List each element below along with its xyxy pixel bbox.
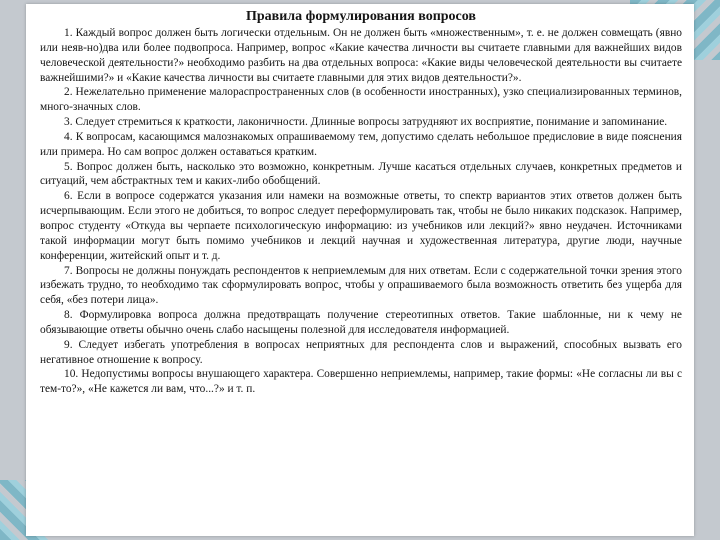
rule-paragraph-1: 1. Каждый вопрос должен быть логически отдельным. Он не должен быть «множественным», т. е. не должен совмещать (явно или неяв-но)два или более подвопроса. Например, вопрос «Какие качества личности вы считаете главными для важнейших видов человеческой деятельности?» необходимо разбить на два отдельных вопроса: «Какие виды человеческой деятельности вы считаете важнейшими?» и «Какие качества личности вы считаете главными для этих видов деятельности?». [40, 27, 682, 84]
rule-paragraph-6: 6. Если в вопросе содержатся указания или намеки на возможные ответы, то спектр вариантов этих ответов должен быть исчерпывающим. Если этого не добиться, то вопрос следует переформулировать так, чтобы не было никаких подсказок. Например, вопрос студенту «Откуда вы черпаете психологическую информацию: из учебников или лекций?» явно неудачен. Источниками такой информации могут быть помимо учебников и лекций научная и художественная литература, другие люди, научные конференции, житейский опыт и т. д. [40, 190, 682, 262]
rule-paragraph-5: 5. Вопрос должен быть, насколько это возможно, конкретным. Лучше касаться отдельных случаев, конкретных предметов и ситуаций, чем абстрактных тем и каких-либо обобщений. [40, 160, 682, 188]
rule-paragraph-9: 9. Следует избегать употребления в вопросах неприятных для респондента слов и выражений, способных вызвать его негативное отношение к вопросу. [40, 338, 682, 366]
rule-paragraph-8: 8. Формулировка вопроса должна предотвращать получение стереотипных ответов. Такие шаблонные, ни к чему не обязывающие ответы обычно очень слабо насыщены полезной для исследователя информацией. [40, 309, 682, 336]
rule-paragraph-3: 3. Следует стремиться к краткости, лаконичности. Длинные вопросы затрудняют их восприятие, понимание и запоминание. [64, 116, 668, 129]
rule-paragraph-10: 10. Недопустимы вопросы внушающего характера. Совершенно неприемлемы, например, такие формы: «Не согласны ли вы с тем-то?», «Не кажется ли вам, что...?» и т. п. [40, 368, 682, 396]
document-page [26, 4, 694, 536]
rule-paragraph-4: 4. К вопросам, касающимся малознакомых опрашиваемому тем, допустимо сделать небольшое предисловие в виде пояснения или примера. Но сам вопрос должен оставаться кратким. [40, 130, 682, 158]
rule-paragraph-7: 7. Вопросы не должны понуждать респондентов к неприемлемым для них ответам. Если с содержательной точки зрения этого избежать трудно, то необходимо так сформулировать вопрос, чтобы у опрашиваемого была возможность ответить без ущерба для себя, «без потери лица». [40, 264, 682, 307]
page-title: Правила формулирования вопросов [246, 9, 476, 24]
rule-paragraph-2: 2. Нежелательно применение малораспространенных слов (в особенности иностранных), узко специализированных терминов, много-значных слов. [40, 86, 682, 114]
